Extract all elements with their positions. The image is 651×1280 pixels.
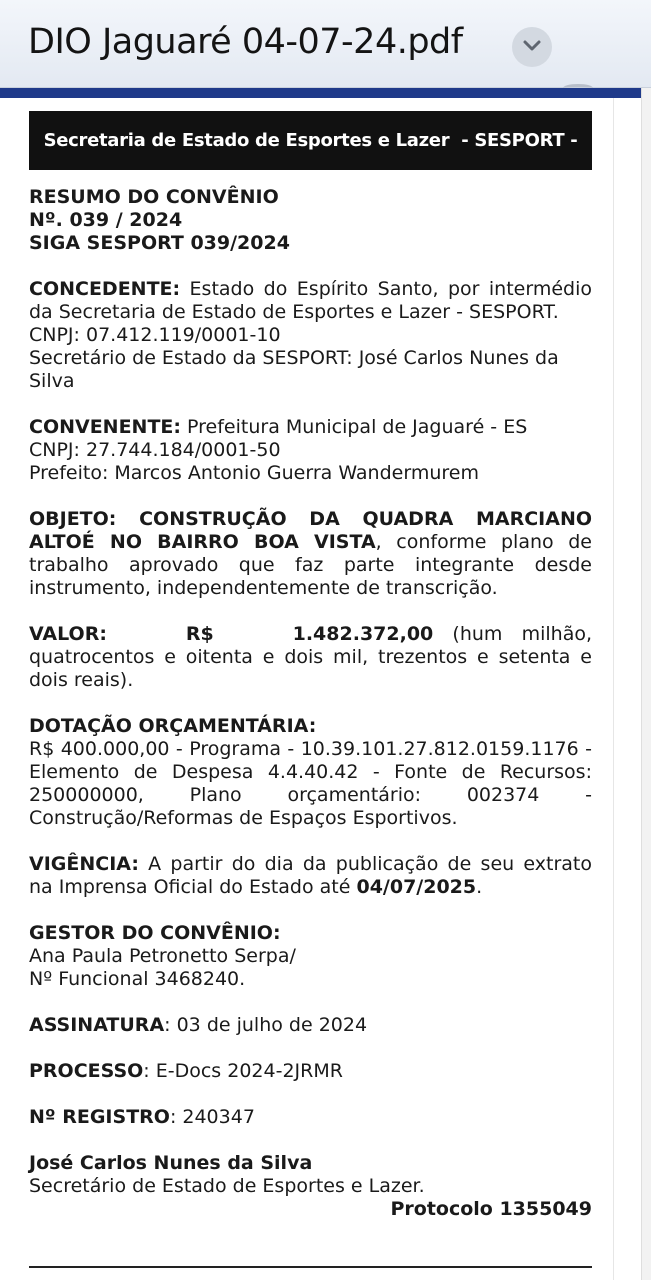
- vigencia-text: A partir do dia da publicação de seu extrato na Imprensa Oficial do Estado até: [29, 853, 592, 898]
- gestor-section: [29, 922, 592, 991]
- assinatura-value: : 03 de julho de 2024: [164, 1014, 368, 1036]
- gestor-name: Ana Paula Petronetto Serpa/: [29, 945, 296, 967]
- secretaria-banner: Secretaria de Estado de Esportes e Lazer - SESPORT -: [29, 111, 592, 170]
- vigencia-date: 04/07/2025: [356, 876, 477, 898]
- assinatura-section: [29, 1014, 592, 1037]
- gestor-label: GESTOR DO CONVÊNIO:: [29, 922, 281, 944]
- document-body: [29, 186, 592, 1221]
- signature-section: [29, 1152, 592, 1221]
- document-title: DIO Jaguaré 04-07-24.pdf: [28, 22, 463, 62]
- registro-value: : 240347: [169, 1106, 255, 1128]
- summary-line-3: SIGA SESPORT 039/2024: [29, 232, 290, 254]
- page-margin: [613, 98, 641, 1280]
- convenente-prefeito: Prefeito: Marcos Antonio Guerra Wandermurem: [29, 462, 479, 484]
- strip-decoration: [563, 84, 593, 92]
- concedente-cnpj: CNPJ: 07.412.119/0001-10: [29, 324, 281, 346]
- objeto-label: OBJETO: CONSTRUÇÃO DA QUADRA MARCIANO ALTOÉ NO BAIRRO BOA VISTA: [29, 508, 592, 553]
- convenente-section: [29, 416, 592, 485]
- valor-text: (hum milhão, quatrocentos e oitenta e dois mil, trezentos e setenta e dois reais).: [29, 623, 592, 691]
- processo-section: [29, 1060, 592, 1083]
- concedente-text: Estado do Espírito Santo, por intermédio da Secretaria de Estado de Esportes e Lazer - SESPORT.: [29, 278, 592, 323]
- concedente-label: CONCEDENTE:: [29, 278, 181, 300]
- registro-section: [29, 1106, 592, 1129]
- signatory-role: Secretário de Estado de Esportes e Lazer.: [29, 1175, 425, 1197]
- dotacao-label: DOTAÇÃO ORÇAMENTÁRIA:: [29, 715, 317, 737]
- concedente-secretario: Secretário de Estado da SESPORT: José Carlos Nunes da Silva: [29, 347, 559, 392]
- objeto-section: [29, 508, 592, 600]
- convenente-text: Prefeitura Municipal de Jaguaré - ES: [181, 416, 528, 438]
- bottom-divider: [29, 1266, 592, 1268]
- title-menu-button[interactable]: [512, 27, 552, 67]
- concedente-section: [29, 278, 592, 393]
- title-bar: [0, 0, 651, 88]
- processo-value: : E-Docs 2024-2JRMR: [143, 1060, 343, 1082]
- page-top-strip: [0, 88, 641, 98]
- vigencia-end: .: [476, 876, 483, 898]
- assinatura-label: ASSINATURA: [29, 1014, 165, 1036]
- convenente-label: CONVENENTE:: [29, 416, 181, 438]
- processo-label: PROCESSO: [29, 1060, 144, 1082]
- scrollbar[interactable]: [641, 88, 651, 1280]
- valor-label: VALOR: R$ 1.482.372,00: [29, 623, 434, 645]
- convenente-cnpj: CNPJ: 27.744.184/0001-50: [29, 439, 281, 461]
- dotacao-section: [29, 715, 592, 830]
- valor-section: [29, 623, 592, 692]
- registro-label: Nº REGISTRO: [29, 1106, 170, 1128]
- convenente-paragraph: [29, 416, 592, 439]
- protocolo-number: Protocolo 1355049: [390, 1198, 592, 1220]
- objeto-text: , conforme plano de trabalho aprovado que faz parte integrante desde instrumento, independentemente de transcrição.: [29, 531, 592, 599]
- summary-heading: [29, 186, 592, 255]
- signatory-name: José Carlos Nunes da Silva: [29, 1152, 313, 1174]
- chevron-down-icon: [522, 39, 542, 53]
- concedente-paragraph: [29, 278, 592, 324]
- vigencia-section: [29, 853, 592, 899]
- dotacao-text: R$ 400.000,00 - Programa - 10.39.101.27.812.0159.1176 - Elemento de Despesa 4.4.40.42 - Fonte de Recursos: 250000000, Plano orçamentário: 002374 - Construção/Reformas de Espaços Esportivos.: [29, 738, 592, 829]
- gestor-funcional: Nº Funcional 3468240.: [29, 968, 246, 990]
- summary-line-1: RESUMO DO CONVÊNIO: [29, 186, 279, 208]
- vigencia-label: VIGÊNCIA:: [29, 853, 139, 875]
- summary-line-2: Nº. 039 / 2024: [29, 209, 183, 231]
